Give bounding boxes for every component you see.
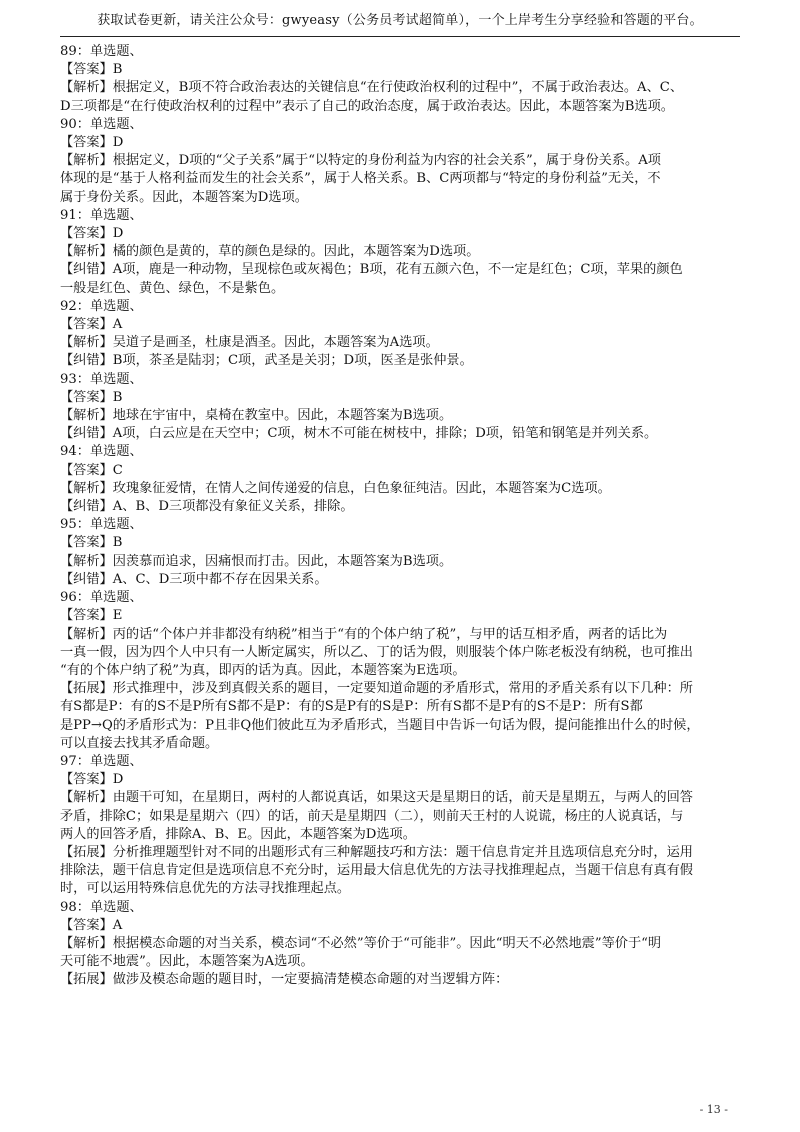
page-number: - 13 - (699, 1103, 728, 1116)
text-line: 【解析】根据模态命题的对当关系，模态词“不必然”等价于“可能非”。因此“明天不必然地震”等价于“明 (60, 935, 662, 951)
text-line: 【答案】B (60, 62, 123, 78)
text-line: 【答案】E (60, 608, 123, 624)
text-line: 【答案】B (60, 389, 123, 405)
text-line: 90：单选题、 (60, 116, 143, 132)
text-line: 矛盾，排除C；如果是星期六（四）的话，前天是星期四（二），则前天王村的人说谎，杨庄的人说真话，与 (60, 808, 684, 824)
text-line: 是PP→Q的矛盾形式为：P且非Q他们彼此互为矛盾形式，当题目中告诉一句话为假，提问能推出什么的时候， (60, 717, 700, 733)
text-line: “有的个体户纳了税”为真，即丙的话为真。因此，本题答案为E选项。 (60, 662, 466, 678)
text-line: 【答案】B (60, 535, 123, 551)
text-line: 【纠错】A、B、D三项都没有象征义关系，排除。 (60, 499, 354, 515)
header-divider (60, 36, 740, 37)
text-line: 92：单选题、 (60, 298, 143, 314)
text-line: 一般是红色、黄色、绿色，不是紫色。 (60, 280, 285, 296)
text-line: 【解析】根据定义，B项不符合政治表达的关键信息“在行使政治权利的过程中”，不属于政治表达。A、C、 (60, 80, 684, 96)
text-line: 一真一假，因为四个人中只有一人断定属实，所以乙、丁的话为假，则服装个体户陈老板没有纳税，也可推出 (60, 644, 693, 660)
text-line: 【解析】玫瑰象征爱情，在情人之间传递爱的信息，白色象征纯洁。因此，本题答案为C选项。 (60, 480, 611, 496)
text-line: 【答案】A (60, 917, 123, 933)
text-line: 【答案】C (60, 462, 123, 478)
text-line: 有S都是P：有的S不是P所有S都不是P：有的S是P有的S是P：所有S都不是P有的S不是P：所有S都 (60, 699, 643, 715)
text-line: 91：单选题、 (60, 207, 143, 223)
text-line: 【拓展】分析推理题型针对不同的出题形式有三种解题技巧和方法：题干信息肯定并且选项信息充分时，运用 (60, 844, 693, 860)
text-line: 【纠错】A项，鹿是一种动物，呈现棕色或灰褐色；B项，花有五颜六色，不一定是红色；C项，苹果的颜色 (60, 262, 683, 278)
text-line: 93：单选题、 (60, 371, 143, 387)
text-line: 【拓展】做涉及模态命题的题目时，一定要搞清楚模态命题的对当逻辑方阵： (60, 972, 509, 988)
text-line: 【纠错】B项，茶圣是陆羽；C项，武圣是关羽；D项，医圣是张仲景。 (60, 353, 473, 369)
text-line: 【答案】D (60, 226, 124, 242)
text-line: 【纠错】A、C、D三项中都不存在因果关系。 (60, 571, 328, 587)
text-line: 96：单选题、 (60, 590, 143, 606)
text-line: 【纠错】A项，白云应是在天空中；C项，树木不可能在树枝中，排除；D项，铅笔和钢笔是并列关系。 (60, 426, 658, 442)
text-line: 【答案】D (60, 135, 124, 151)
page-header: 获取试卷更新，请关注公众号：gwyeasy（公务员考试超简单），一个上岸考生分享经验和答题的平台。 (97, 13, 703, 28)
text-line: 【拓展】形式推理中，涉及到真假关系的题目，一定要知道命题的矛盾形式，常用的矛盾关系有以下几种：所 (60, 681, 693, 697)
text-line: 【答案】D (60, 772, 124, 788)
text-line: 【解析】吴道子是画圣，杜康是酒圣。因此，本题答案为A选项。 (60, 335, 439, 351)
text-line: 【解析】橘的颜色是黄的，草的颜色是绿的。因此，本题答案为D选项。 (60, 244, 480, 260)
text-line: 排除法，题干信息肯定但是选项信息不充分时，运用最大信息优先的方法寻找推理起点，当题干信息有真有假 (60, 863, 693, 879)
text-line: 【解析】地球在宇宙中，桌椅在教室中。因此，本题答案为B选项。 (60, 408, 453, 424)
text-line: 时，可以运用特殊信息优先的方法寻找推理起点。 (60, 881, 351, 897)
text-line: 可以直接去找其矛盾命题。 (60, 735, 219, 751)
text-line: D三项都是“在行使政治权利的过程中”表示了自己的政治态度，属于政治表达。因此，本题答案为B选项。 (60, 98, 674, 114)
text-line: 属于身份关系。因此，本题答案为D选项。 (60, 189, 308, 205)
text-line: 【解析】丙的话“个体户并非都没有纳税”相当于“有的个体户纳了税”，与甲的话互相矛盾，两者的话比为 (60, 626, 668, 642)
document-body (60, 43, 740, 990)
text-line: 两人的回答矛盾，排除A、B、E。因此，本题答案为D选项。 (60, 826, 416, 842)
text-line: 体现的是“基于人格利益而发生的社会关系”，属于人格关系。B、C两项都与“特定的身份利益”无关，不 (60, 171, 661, 187)
text-line: 天可能不地震”。因此，本题答案为A选项。 (60, 954, 314, 970)
text-line: 95：单选题、 (60, 517, 143, 533)
text-line: 97：单选题、 (60, 753, 143, 769)
text-line: 89：单选题、 (60, 44, 143, 59)
text-line: 【解析】根据定义，D项的“父子关系”属于“以特定的身份利益为内容的社会关系”，属于身份关系。A项 (60, 153, 661, 169)
text-line: 【解析】因羡慕而追求，因痛恨而打击。因此，本题答案为B选项。 (60, 553, 453, 569)
text-line: 94：单选题、 (60, 444, 143, 460)
text-line: 98：单选题、 (60, 899, 143, 915)
text-line: 【解析】由题干可知，在星期日，两村的人都说真话，如果这天是星期日的话，前天是星期五，与两人的回答 (60, 790, 693, 806)
text-line: 【答案】A (60, 317, 123, 333)
